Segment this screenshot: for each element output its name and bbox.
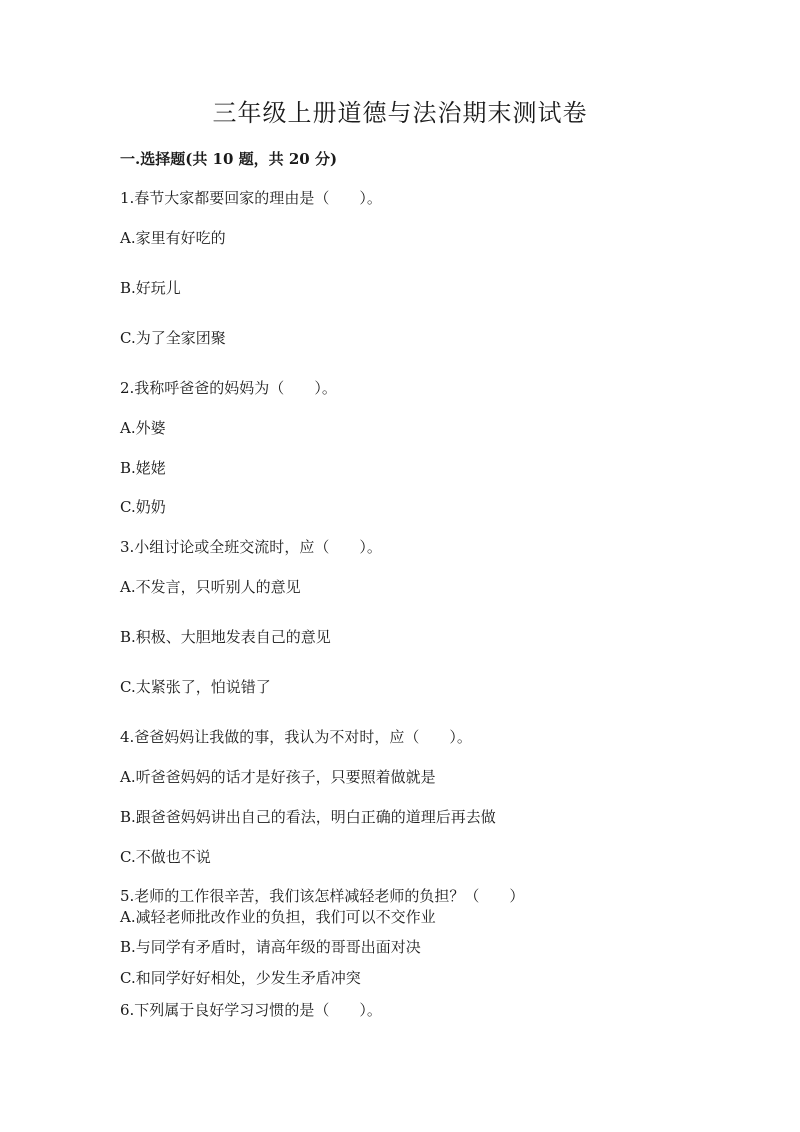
question-5-option-a: A.减轻老师批改作业的负担，我们可以不交作业 [120,908,436,926]
question-3-option-a: A.不发言，只听别人的意见 [120,578,301,596]
question-6-stem: 6.下列属于良好学习习惯的是（ ）。 [120,1001,382,1019]
question-1-option-b: B.好玩儿 [120,279,181,297]
question-4-option-a: A.听爸爸妈妈的话才是好孩子，只要照着做就是 [120,768,436,786]
question-4-option-b: B.跟爸爸妈妈讲出自己的看法，明白正确的道理后再去做 [120,808,496,826]
question-2-option-c: C.奶奶 [120,498,166,516]
question-5-option-b: B.与同学有矛盾时，请高年级的哥哥出面对决 [120,938,421,956]
question-3-option-b: B.积极、大胆地发表自己的意见 [120,628,331,646]
question-1-option-c: C.为了全家团聚 [120,329,226,347]
question-5-stem: 5.老师的工作很辛苦，我们该怎样减轻老师的负担？（ ） [120,887,525,905]
page-title: 三年级上册道德与法治期末测试卷 [212,99,588,127]
question-4-option-c: C.不做也不说 [120,848,211,866]
question-2-stem: 2.我称呼爸爸的妈妈为（ ）。 [120,379,337,397]
section-heading: 一.选择题(共 10 题，共 20 分) [120,150,338,168]
question-3-option-c: C.太紧张了，怕说错了 [120,678,271,696]
question-1-stem: 1.春节大家都要回家的理由是（ ）。 [120,189,382,207]
question-3-stem: 3.小组讨论或全班交流时，应（ ）。 [120,538,382,556]
question-5-option-c: C.和同学好好相处，少发生矛盾冲突 [120,969,361,987]
question-2-option-a: A.外婆 [120,419,166,437]
question-2-option-b: B.姥姥 [120,459,166,477]
question-1-option-a: A.家里有好吃的 [120,229,226,247]
question-4-stem: 4.爸爸妈妈让我做的事，我认为不对时，应（ ）。 [120,728,472,746]
